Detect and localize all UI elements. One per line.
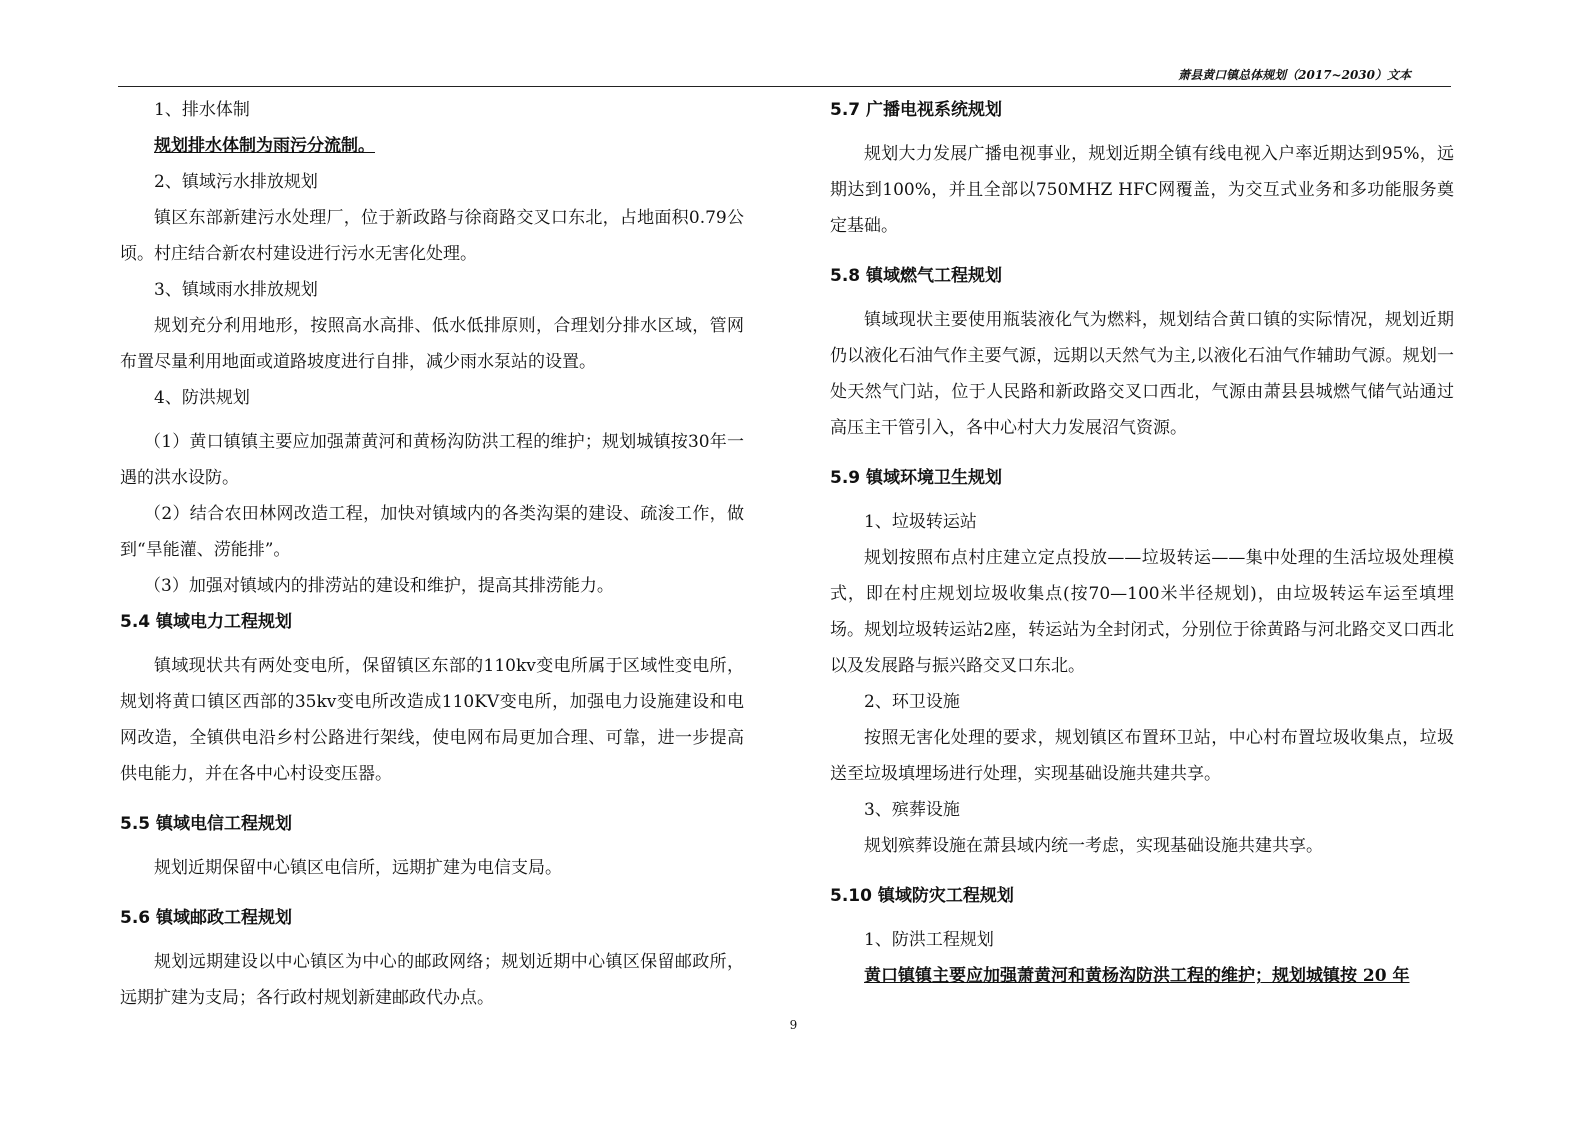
left-column bbox=[120, 92, 744, 1016]
garbage-label: 1、垃圾转运站 bbox=[864, 512, 977, 532]
page-number: 9 bbox=[789, 1018, 798, 1032]
section-5-7-text: 规划大力发展广播电视事业，规划近期全镇有线电视入户率近期达到95%，远期达到100%，并且全部以750MHZ HFC网覆盖，为交互式业务和多功能服务奠定基础。 bbox=[830, 144, 1454, 236]
document-title: 萧县黄口镇总体规划（2017~2030）文本 bbox=[1178, 68, 1411, 82]
section-5-8-text: 镇域现状主要使用瓶装液化气为燃料，规划结合黄口镇的实际情况，规划近期仍以液化石油气作主要气源，远期以天然气为主,以液化石油气作辅助气源。规划一处天然气门站，位于人民路和新政路交叉口西北，气源由萧县县城燃气储气站通过高压主干管引入，各中心村大力发展沼气资源。 bbox=[830, 310, 1454, 438]
page-header bbox=[118, 64, 1451, 87]
section-5-6-title: 5.6 镇域邮政工程规划 bbox=[120, 908, 293, 928]
sewage-label: 2、镇域污水排放规划 bbox=[154, 172, 318, 192]
section-5-5-title: 5.5 镇域电信工程规划 bbox=[120, 814, 293, 834]
flood-item-1: （1）黄口镇镇主要应加强萧黄河和黄杨沟防洪工程的维护；规划城镇按30年一遇的洪水设防。 bbox=[120, 432, 744, 488]
flood-label: 4、防洪规划 bbox=[154, 388, 250, 408]
drainage-system-label: 1、排水体制 bbox=[154, 100, 250, 120]
flood-control-text: 黄口镇镇主要应加强萧黄河和黄杨沟防洪工程的维护；规划城镇按 20 年 bbox=[864, 966, 1410, 986]
rain-label: 3、镇域雨水排放规划 bbox=[154, 280, 318, 300]
section-5-9-title: 5.9 镇域环境卫生规划 bbox=[830, 468, 1003, 488]
section-5-7-title: 5.7 广播电视系统规划 bbox=[830, 100, 1003, 120]
flood-control-label: 1、防洪工程规划 bbox=[864, 930, 994, 950]
section-5-4-title: 5.4 镇域电力工程规划 bbox=[120, 612, 293, 632]
right-column bbox=[830, 92, 1454, 994]
section-5-4-text: 镇域现状共有两处变电所，保留镇区东部的110kv变电所属于区域性变电所，规划将黄口镇区西部的35kv变电所改造成110KV变电所，加强电力设施建设和电网改造，全镇供电沿乡村公路进行架线，使电网布局更加合理、可靠，进一步提高供电能力，并在各中心村设变压器。 bbox=[120, 656, 744, 784]
funeral-text: 规划殡葬设施在萧县域内统一考虑，实现基础设施共建共享。 bbox=[864, 836, 1323, 856]
section-5-6-text: 规划远期建设以中心镇区为中心的邮政网络；规划近期中心镇区保留邮政所，远期扩建为支局；各行政村规划新建邮政代办点。 bbox=[120, 952, 744, 1008]
section-5-10-title: 5.10 镇域防灾工程规划 bbox=[830, 886, 1014, 906]
rain-text: 规划充分利用地形，按照高水高排、低水低排原则，合理划分排水区域，管网布置尽量利用地面或道路坡度进行自排，减少雨水泵站的设置。 bbox=[120, 316, 744, 372]
sewage-text: 镇区东部新建污水处理厂，位于新政路与徐商路交叉口东北，占地面积0.79公顷。村庄结合新农村建设进行污水无害化处理。 bbox=[120, 208, 744, 264]
garbage-text: 规划按照布点村庄建立定点投放——垃圾转运——集中处理的生活垃圾处理模式，即在村庄规划垃圾收集点(按70—100米半径规划)，由垃圾转运车运至填埋场。规划垃圾转运站2座，转运站为全封闭式，分别位于徐黄路与河北路交叉口西北以及发展路与振兴路交叉口东北。 bbox=[830, 548, 1454, 676]
flood-item-3: （3）加强对镇域内的排涝站的建设和维护，提高其排涝能力。 bbox=[144, 576, 614, 596]
sanitation-label: 2、环卫设施 bbox=[864, 692, 960, 712]
flood-item-2: （2）结合农田林网改造工程，加快对镇域内的各类沟渠的建设、疏浚工作，做到“旱能灌、涝能排”。 bbox=[120, 504, 744, 560]
funeral-label: 3、殡葬设施 bbox=[864, 800, 960, 820]
sanitation-text: 按照无害化处理的要求，规划镇区布置环卫站，中心村布置垃圾收集点，垃圾送至垃圾填埋场进行处理，实现基础设施共建共享。 bbox=[830, 728, 1454, 784]
section-5-5-text: 规划近期保留中心镇区电信所，远期扩建为电信支局。 bbox=[154, 858, 562, 878]
section-5-8-title: 5.8 镇域燃气工程规划 bbox=[830, 266, 1003, 286]
drainage-system-text: 规划排水体制为雨污分流制。 bbox=[154, 136, 375, 156]
